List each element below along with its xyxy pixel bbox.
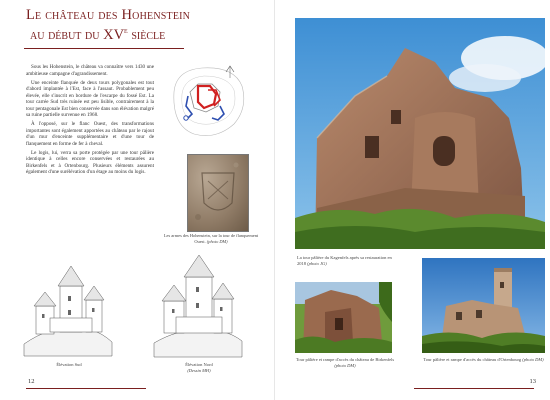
paragraph: Le logis, lui, verra sa porte protégée par une tour pâlière identique à celles encore conservées et restaurées au Birkenfels et à Ortenbourg. Plusieurs éléments assurent également d'une surélévation d'un étage au moins du logis. (26, 149, 154, 175)
north-elevation-drawing (150, 251, 246, 359)
page-title (26, 8, 206, 43)
footer-rule-right (414, 388, 534, 389)
kagenfels-caption: La tour pâlière du Kagenfels après sa restauration en 2018 (photo JG) (297, 255, 392, 266)
paragraph: Une enceinte flanquée de deux tours polygonales est tout d'abord implantée à l'Est, face à l'assaut. Probablement peu élevée, elle s'inscrit en bordure de l'escarpe du fossé Est. La tour carrée Sud très ruinée est peu lisible, contrairement à la tour pentagonale Est bien conservée dans son élévation malgré sa ruine partielle survenue en 1968. (26, 79, 154, 118)
page-number-right: 13 (529, 378, 536, 385)
north-elevation-caption: Élévation Nord (Dessin MH) (185, 362, 213, 373)
body-text (26, 64, 154, 178)
south-elevation-drawing (20, 256, 116, 358)
birkenfels-tower-photo (295, 282, 392, 353)
title-rule (24, 48, 184, 49)
coat-of-arms-stone-photo (187, 154, 249, 232)
right-page (275, 0, 550, 400)
title-line-1: Le château des Hohenstein (26, 7, 191, 23)
south-elevation-caption: Élévation Sud (56, 362, 82, 367)
footer-rule-left (26, 388, 146, 389)
birkenfels-caption: Tour pâlière et rampe d'accès du château de Birkenfels (photo DM) (295, 357, 395, 368)
page-number-left: 12 (28, 378, 35, 385)
title-line-2: au début du XVe siècle (30, 26, 166, 43)
ortenbourg-caption: Tour pâlière et rampe d'accès du château d'Ortenbourg (photo DM) (423, 357, 544, 362)
kagenfels-tower-photo (295, 18, 545, 249)
site-plan-image (164, 62, 248, 142)
stone-caption: Les armes des Hohenstein, sur la tour de flanquement Ouest. (photo DM) (163, 233, 259, 244)
paragraph: À l'opposé, sur le flanc Ouest, des transformations importantes sont également apportées au château par le rajout d'un mur d'enceinte supplémentaire et d'une tour de flanquement en forme de fer à cheval. (26, 121, 154, 147)
ortenbourg-castle-photo (422, 258, 545, 353)
paragraph: Sous les Hohenstein, le château va connaître vers 1430 une ambitieuse campagne d'agrandissement. (26, 64, 154, 77)
